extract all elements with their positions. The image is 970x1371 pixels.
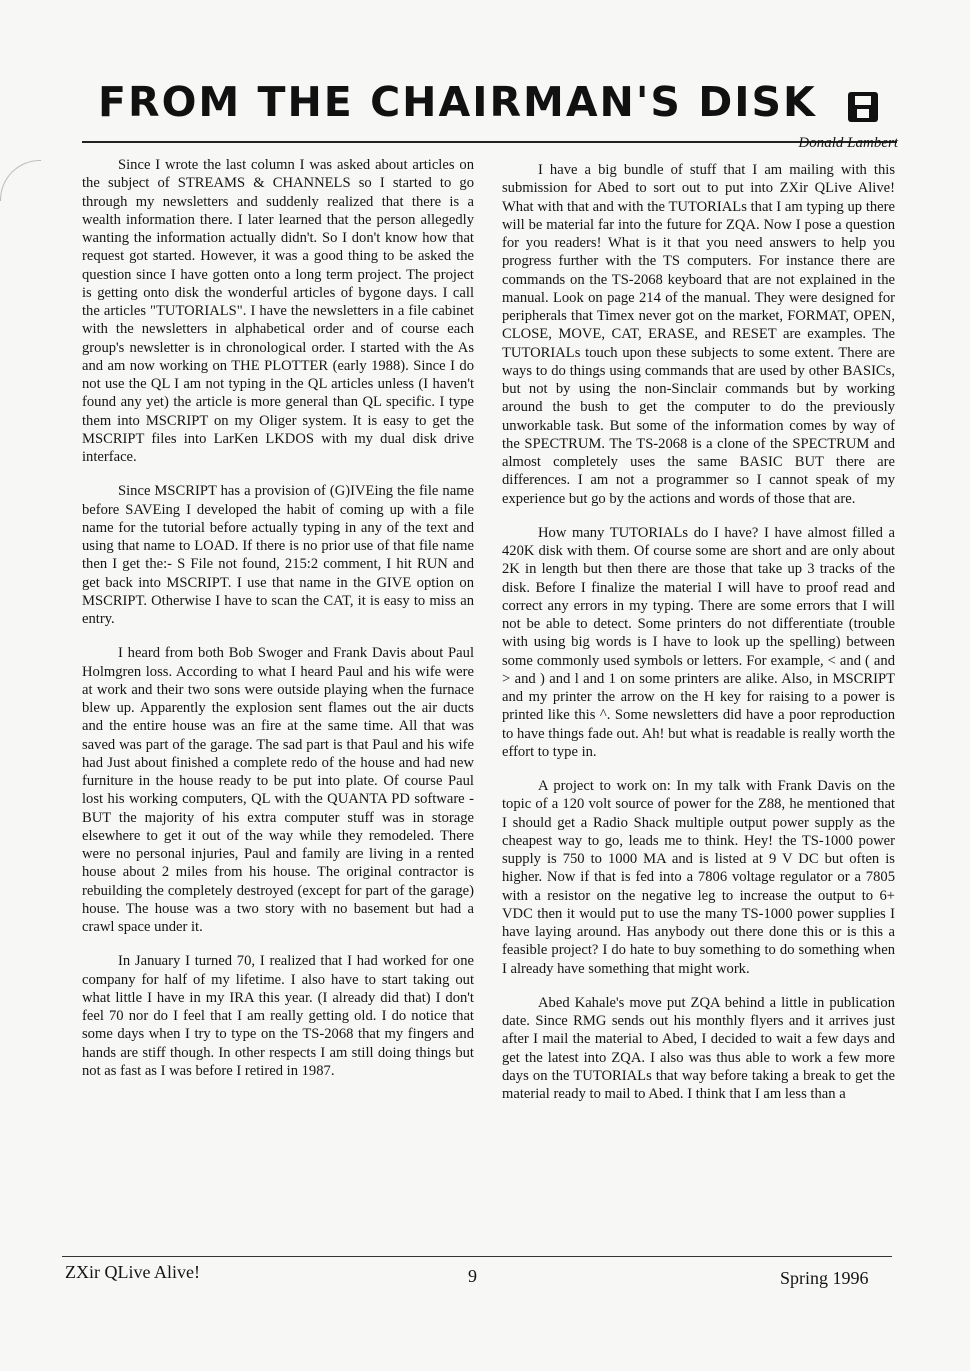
paragraph: Abed Kahale's move put ZQA behind a little in publication date. Since RMG sends out his monthly flyers and it arrives just after I mail the material to Abed, I decided to wait a few days and get the latest into ZQA. I also was thus able to work a few more days on the TUTORIALs that way before taking a break to get the material ready to mail to Abed. I think that I am less than a	[502, 994, 895, 1102]
footer-publication: ZXir QLive Alive!	[65, 1262, 200, 1282]
left-column	[82, 156, 474, 1096]
paragraph: In January I turned 70, I realized that I had worked for one company for half of my lifetime. I also have to start taking out what little I have in my IRA this year. (I already did that) I don't feel 70 nor do I feel that I am really getting old. I do notice that some days when I try to type on the TS-2068 that my fingers and hands are stiff though. In other respects I am still doing things but not as fast as I was before I retired in 1987.	[82, 953, 474, 1079]
disk-icon	[848, 92, 878, 122]
paragraph: How many TUTORIALs do I have? I have almost filled a 420K disk with them. Of course some are short and are only about 2K in length but then there are those that take up 3 tracks of the disk. Before I finalize the material I will have to proof read and correct any errors in my typing. There are some errors that I will not be able to detect. Some printers do not differentiate (trouble with using big words is I have to look up the spelling) between some commonly used symbols or letters. For example, < and ( and > and ) and l and 1 on some printers are alike. Also, in MSCRIPT and my printer the arrow on the H key for raising to a power is printed like this ^. Some newsletters did have a poor reproduction to have things fade out. Ah! but what is readable is really worth the effort to type in.	[502, 524, 895, 760]
paragraph: A project to work on: In my talk with Frank Davis on the topic of a 120 volt source of power for the Z88, he mentioned that I should get a Radio Shack multiple output power supply as the cheapest way to go, leads me to think. Hey! the TS-1000 power supply is 750 to 1000 MA and is listed at 9 V DC but often is higher. Now if that is fed into a 7806 voltage regulator or a 7805 with a resistor on the negative leg to increase the output to 6+ VDC then it would put to use the many TS-1000 power supplies I have laying around. Has anybody out there done this or is this a feasible project? I do hate to buy something to do something when I already have something that might work.	[502, 778, 895, 977]
right-column	[502, 161, 895, 1119]
page-title: FROM THE CHAIRMAN'S DISK	[98, 78, 817, 126]
margin-mark	[0, 160, 41, 201]
paragraph: I have a big bundle of stuff that I am mailing with this submission for Abed to sort out to put into ZXir QLive Alive! What with that and with the TUTORIALs that I am typing up there will be material far into the future for ZQA. Now I pose a question for you readers! What is it that you need answers to help you progress further with the TS computers. For instance there are commands on the TS-2068 keyboard that are not explained in the manual. Look on page 214 of the manual. They were designed for peripherals that Timex never got on the market, FORMAT, OPEN, CLOSE, MOVE, CAT, ERASE, and RESET are examples. The TUTORIALs touch upon these subjects to some extent. There are ways to do things using commands that are used by other BASICs, but not by using the non-Sinclair commands but by working around the bush to get the computer to do the previously unworkable task. But some of the information comes by way of the SPECTRUM. The TS-2068 is a clone of the SPECTRUM and almost completely uses the same BASIC BUT there are differences. I am not a programmer so I cannot speak of my experience but go by the actions and words of those that are.	[502, 162, 895, 507]
footer-issue: Spring 1996	[780, 1268, 869, 1288]
author-byline: Donald Lambert	[798, 135, 898, 151]
paragraph: Since MSCRIPT has a provision of (G)IVEing the file name before SAVEing I developed the habit of coming up with a file name for the tutorial before actually typing in any of the text and using that name to LOAD. If there is no prior use of that file name then I get the:- S File not found, 215:2 comment, I hit RUN and get back into MSCRIPT. I use that name in the GIVE option on MSCRIPT. Otherwise I have to scan the CAT, it is easy to miss an entry.	[82, 483, 474, 627]
footer-page-number: 9	[468, 1266, 477, 1286]
footer-rule	[62, 1256, 892, 1257]
paragraph: I heard from both Bob Swoger and Frank Davis about Paul Holmgren loss. According to what I heard Paul and his wife were at work and their two sons were outside playing when the furnace blew up. Apparently the explosion sent flames out the air ducts and the entire house was an fire at the same time. All that was saved was part of the garage. The sad part is that Paul and his wife had Just about finished a complete redo of the house and had new furniture in the house ready to be put into plate. Of course Paul lost his working computers, QL with the QUANTA PD software - BUT the majority of his extra computer stuff was in storage elsewhere to get it out of the way while they remodeled. There were no personal injuries, Paul and family are living in a rented house about 2 miles from his house. The original contractor is rebuilding the completely destroyed (except for part of the garage) house. The house was a two story with no basement but had a crawl space under it.	[82, 645, 474, 935]
paragraph: Since I wrote the last column I was asked about articles on the subject of STREAMS & CHANNELS so I started to go through my newsletters and suddenly realized that there is a wealth information there. I later learned that the person allegedly wanting the information actually didn't. So I don't know how that request got started. However, it was a good thing to be asked the question since I have gotten onto a long term project. The project is getting onto disk the wonderful articles of bygone days. I call the articles "TUTORIALS". I have the newsletters in a file cabinet with the newsletters in alphabetical order and of course each group's newsletter is in chronological order. I started with the As and am now working on THE PLOTTER (early 1988). Since I do not use the QL I am not typing in the QL articles unless (I haven't found any yet) the article is more general than QL specific. I type them into MSCRIPT on my Oliger system. It is easy to get the MSCRIPT files into LarKen LKDOS with my dual disk drive interface.	[82, 157, 474, 465]
title-rule	[82, 141, 897, 143]
